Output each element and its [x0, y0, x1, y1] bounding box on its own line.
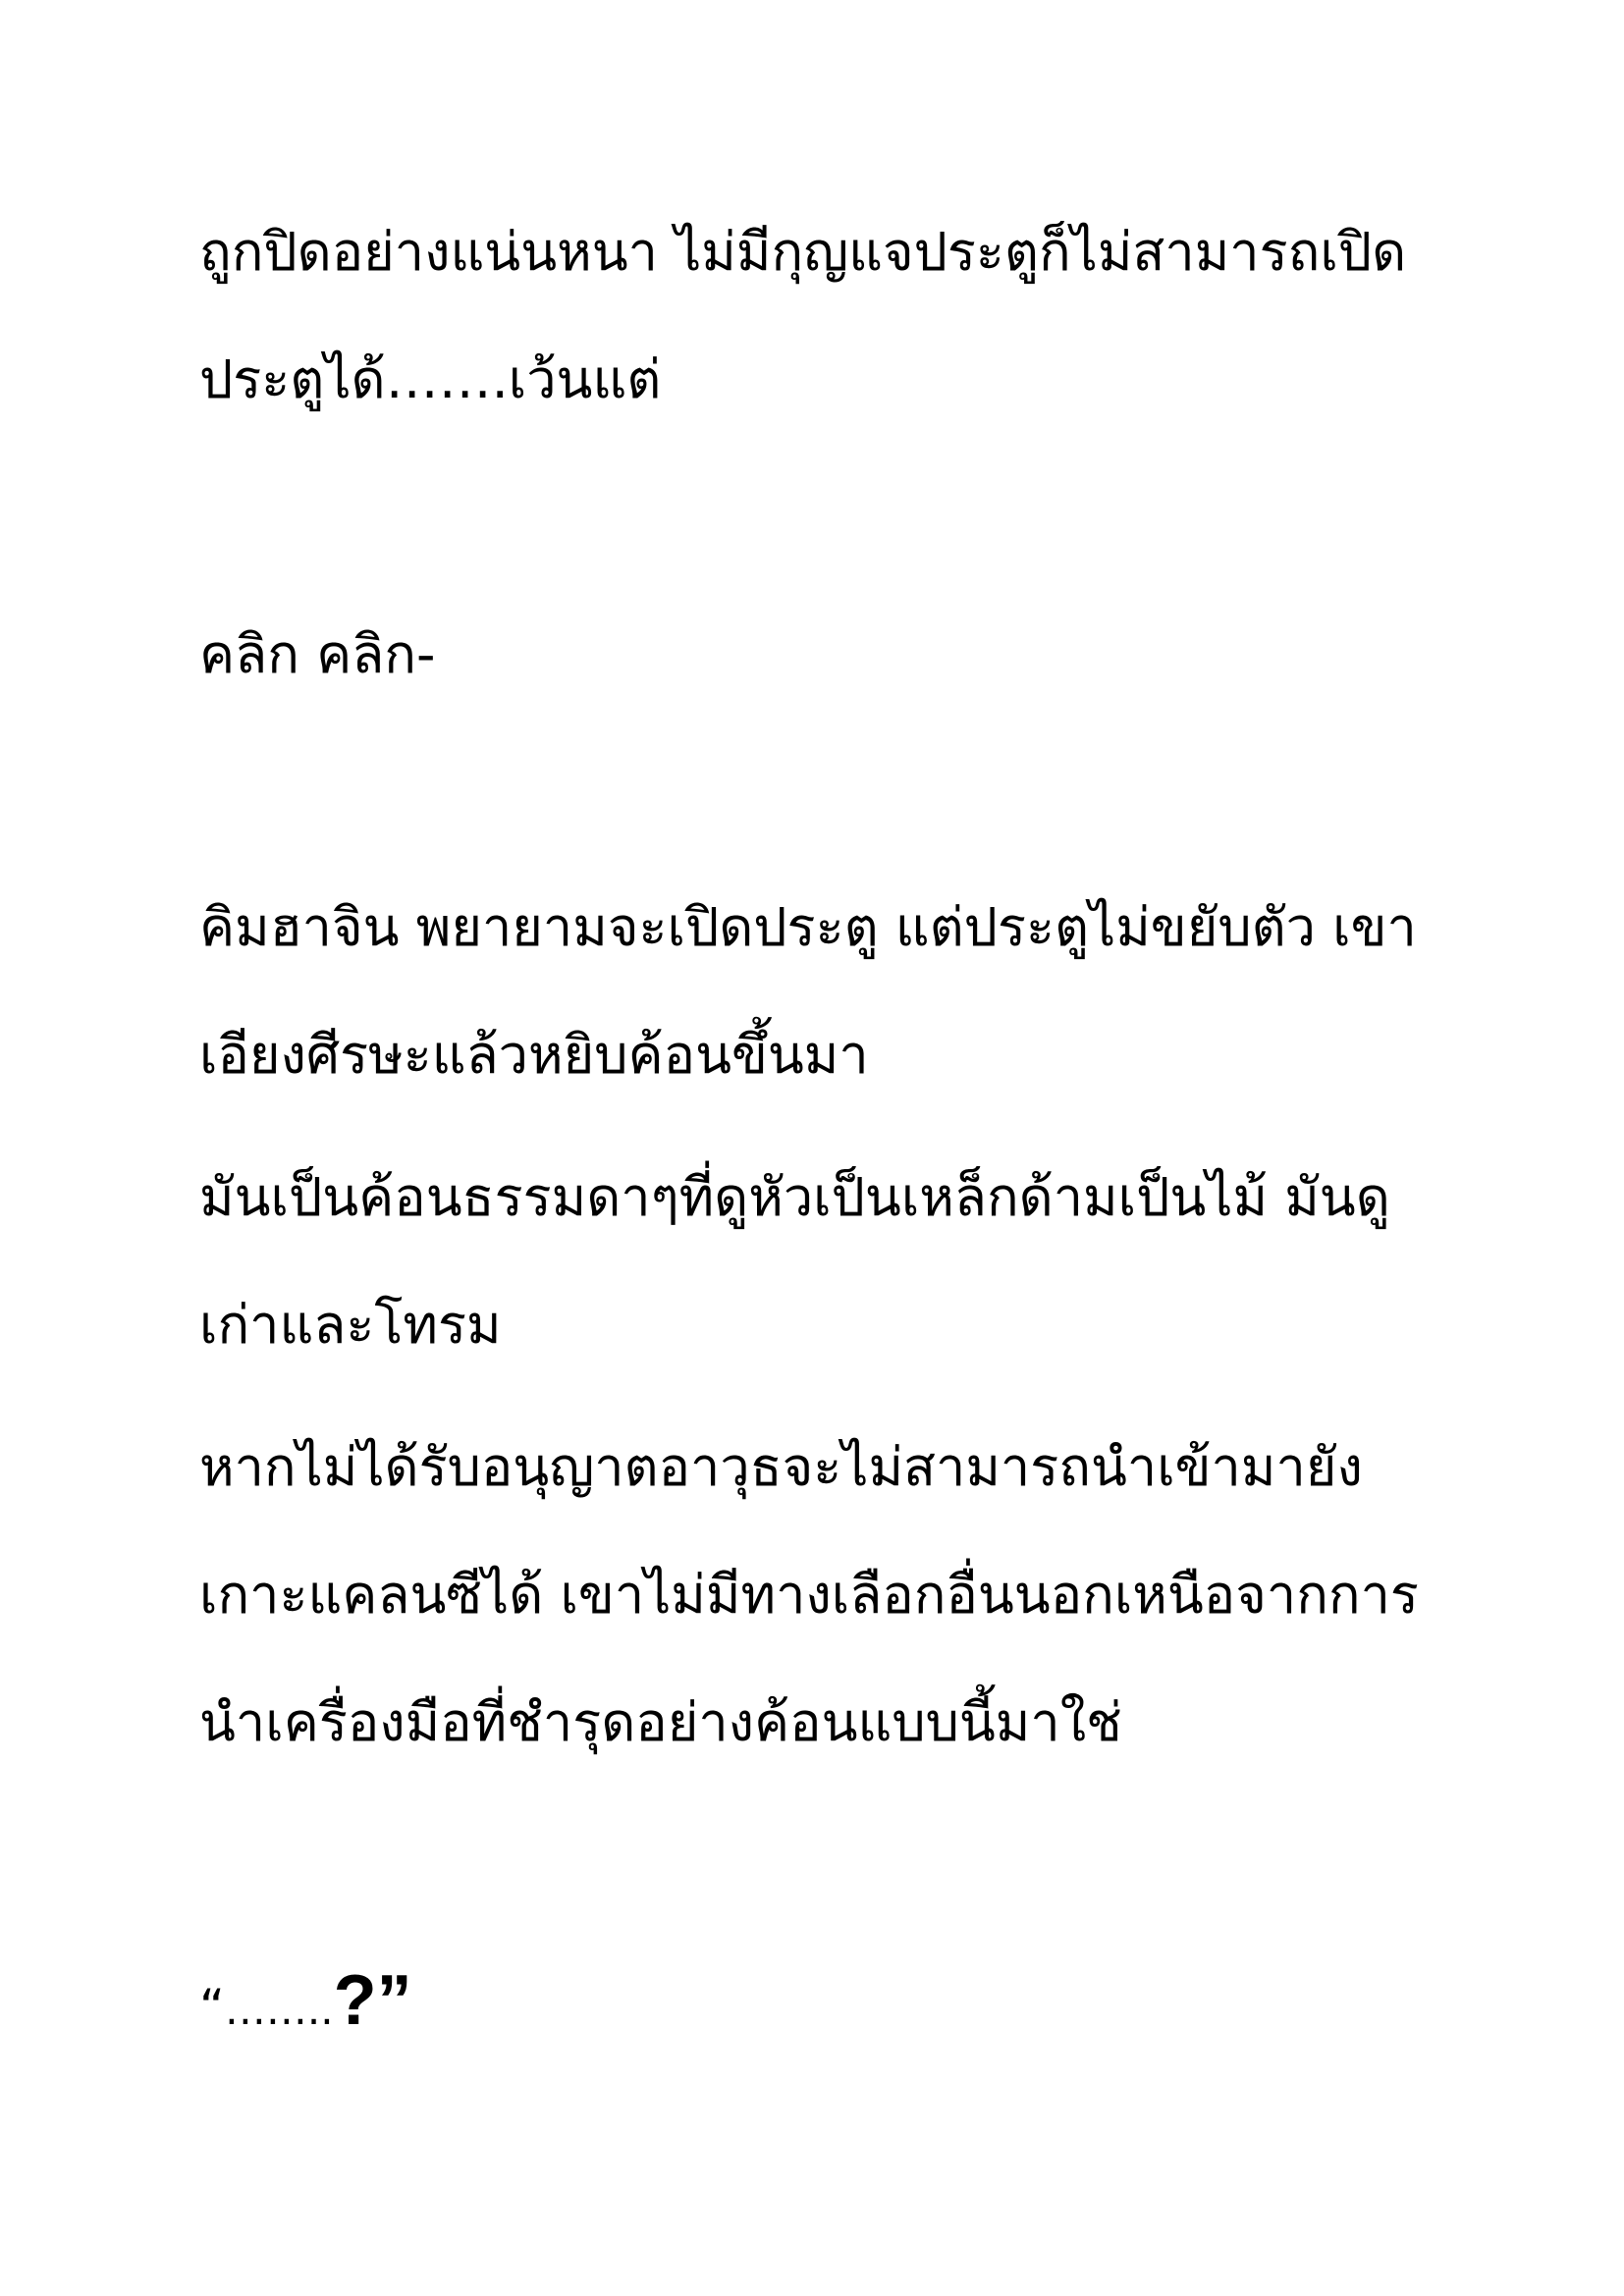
- quote-question-close: ?”: [333, 1961, 412, 2040]
- paragraph-3-line-2: เอียงศีรษะแล้วหยิบค้อนขึ้นมา: [199, 1024, 869, 1086]
- closing-quote: [199, 1961, 412, 2040]
- paragraph-4-line-2: เก่าและโทรม: [199, 1294, 502, 1356]
- sound-effect-line: คลิก คลิก-: [199, 623, 436, 685]
- paragraph-5-line-1: หากไม่ได้รับอนุญาตอาวุธจะไม่สามารถนำเข้ามายัง: [199, 1436, 1363, 1498]
- quote-ellipsis: ……..: [224, 1986, 334, 2034]
- paragraph-5-line-3: นำเครื่องมือที่ชำรุดอย่างค้อนแบบนี้มาใช่: [199, 1691, 1122, 1753]
- paragraph-3-line-1: คิมฮาจิน พยายามจะเปิดประตู แต่ประตูไม่ขยับตัว เขา: [199, 896, 1417, 958]
- paragraph-1-line-1: ถูกปิดอย่างแน่นหนา ไม่มีกุญแจประตูก็ไม่สามารถเปิด: [199, 221, 1407, 283]
- paragraph-1-line-2: ประตูได้…….เว้นแต่: [199, 348, 662, 410]
- paragraph-5-line-2: เกาะแคลนซีได้ เขาไม่มีทางเลือกอื่นนอกเหนือจากการ: [199, 1564, 1419, 1626]
- quote-open-mark: “: [199, 1979, 225, 2036]
- paragraph-4-line-1: มันเป็นค้อนธรรมดาๆที่ดูหัวเป็นเหล็กด้ามเป็นไม้ มันดู: [199, 1166, 1390, 1228]
